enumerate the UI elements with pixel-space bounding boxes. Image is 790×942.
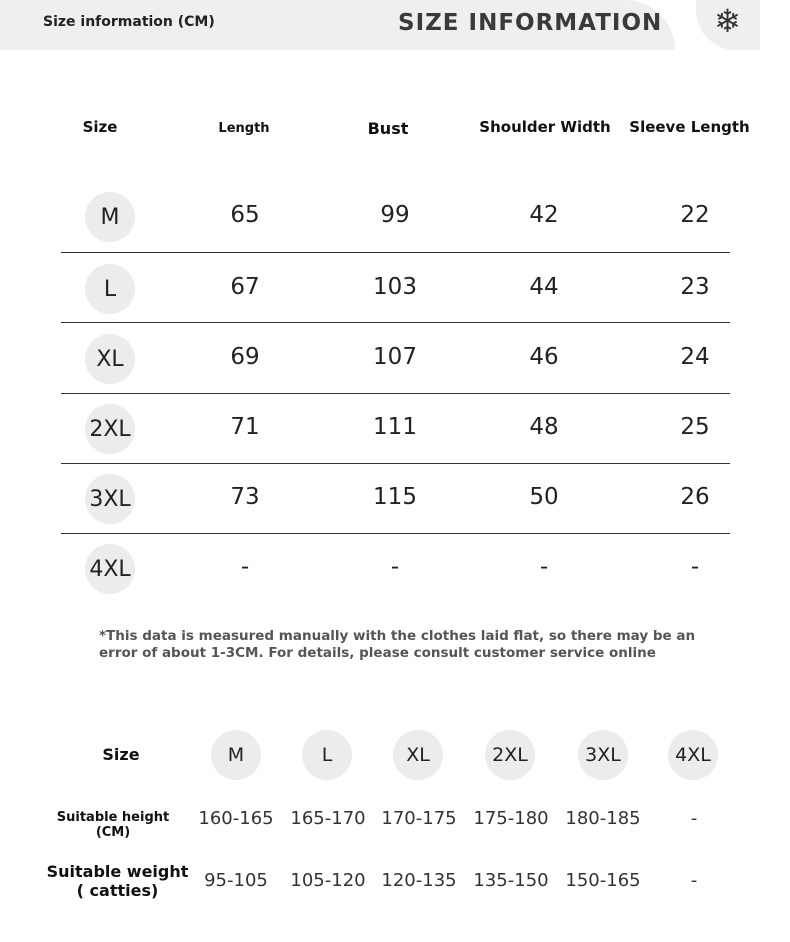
shoulder-value: 42	[529, 202, 559, 228]
measurement-note: *This data is measured manually with the clothes laid flat, so there may be an error of about 1-3CM. For details, please consult customer service online	[99, 628, 696, 661]
sleeve-value: 26	[680, 484, 710, 510]
sleeve-value: 22	[680, 202, 710, 228]
bust-value: 111	[373, 414, 417, 440]
table-row	[0, 544, 790, 614]
size-badge: 4XL	[85, 544, 135, 594]
length-value: 73	[230, 484, 260, 510]
shoulder-value: 44	[529, 274, 559, 300]
sleeve-value: 23	[680, 274, 710, 300]
length-value: 65	[230, 202, 260, 228]
length-value: 69	[230, 344, 260, 370]
sleeve-value: 25	[680, 414, 710, 440]
rec-height-value: 180-185	[565, 808, 641, 829]
rec-weight-value: 95-105	[204, 870, 268, 891]
row-divider	[61, 322, 730, 323]
rec-height-label: Suitable height (CM)	[56, 810, 170, 840]
header-title: SIZE INFORMATION	[398, 10, 663, 36]
table-row	[0, 192, 790, 262]
rec-size-badge: 2XL	[485, 730, 535, 780]
rec-size-badge: 3XL	[578, 730, 628, 780]
shoulder-value: -	[539, 554, 549, 580]
rec-height-value: 175-180	[473, 808, 549, 829]
row-divider	[61, 533, 730, 534]
rec-weight-value: 120-135	[381, 870, 457, 891]
rec-height-value: 165-170	[290, 808, 366, 829]
row-divider	[61, 252, 730, 253]
col-header-length: Length	[218, 121, 270, 136]
size-badge: 3XL	[85, 474, 135, 524]
header	[0, 0, 760, 50]
shoulder-value: 50	[529, 484, 559, 510]
size-badge: 2XL	[85, 404, 135, 454]
length-value: 71	[230, 414, 260, 440]
rec-size-badge: M	[211, 730, 261, 780]
size-badge: M	[85, 192, 135, 242]
rec-weight-value: -	[690, 870, 698, 891]
rec-size-badge: 4XL	[668, 730, 718, 780]
table-row	[0, 404, 790, 474]
shoulder-value: 46	[529, 344, 559, 370]
row-divider	[61, 463, 730, 464]
size-badge: L	[85, 264, 135, 314]
bust-value: -	[390, 554, 400, 580]
size-badge: XL	[85, 334, 135, 384]
col-header-sleeve-length: Sleeve Length	[629, 118, 750, 136]
rec-weight-value: 105-120	[290, 870, 366, 891]
rec-height-value: -	[690, 808, 698, 829]
sleeve-value: -	[690, 554, 700, 580]
col-header-bust: Bust	[367, 119, 409, 138]
rec-size-badge: L	[302, 730, 352, 780]
rec-weight-value: 150-165	[565, 870, 641, 891]
bust-value: 115	[373, 484, 417, 510]
table-row	[0, 264, 790, 334]
rec-height-value: 170-175	[381, 808, 457, 829]
header-small-title: Size information (CM)	[43, 14, 215, 30]
rec-size-badge: XL	[393, 730, 443, 780]
snowflake-icon: ❄	[714, 2, 741, 40]
bust-value: 103	[373, 274, 417, 300]
table-row	[0, 334, 790, 404]
rec-size-label: Size	[102, 745, 140, 764]
bust-value: 107	[373, 344, 417, 370]
rec-weight-value: 135-150	[473, 870, 549, 891]
rec-weight-label: Suitable weight ( catties)	[46, 862, 189, 900]
length-value: 67	[230, 274, 260, 300]
bust-value: 99	[380, 202, 410, 228]
length-value: -	[240, 554, 250, 580]
sleeve-value: 24	[680, 344, 710, 370]
shoulder-value: 48	[529, 414, 559, 440]
rec-height-value: 160-165	[198, 808, 274, 829]
row-divider	[61, 393, 730, 394]
table-row	[0, 474, 790, 544]
col-header-size: Size	[82, 118, 118, 136]
col-header-shoulder-width: Shoulder Width	[479, 118, 611, 136]
